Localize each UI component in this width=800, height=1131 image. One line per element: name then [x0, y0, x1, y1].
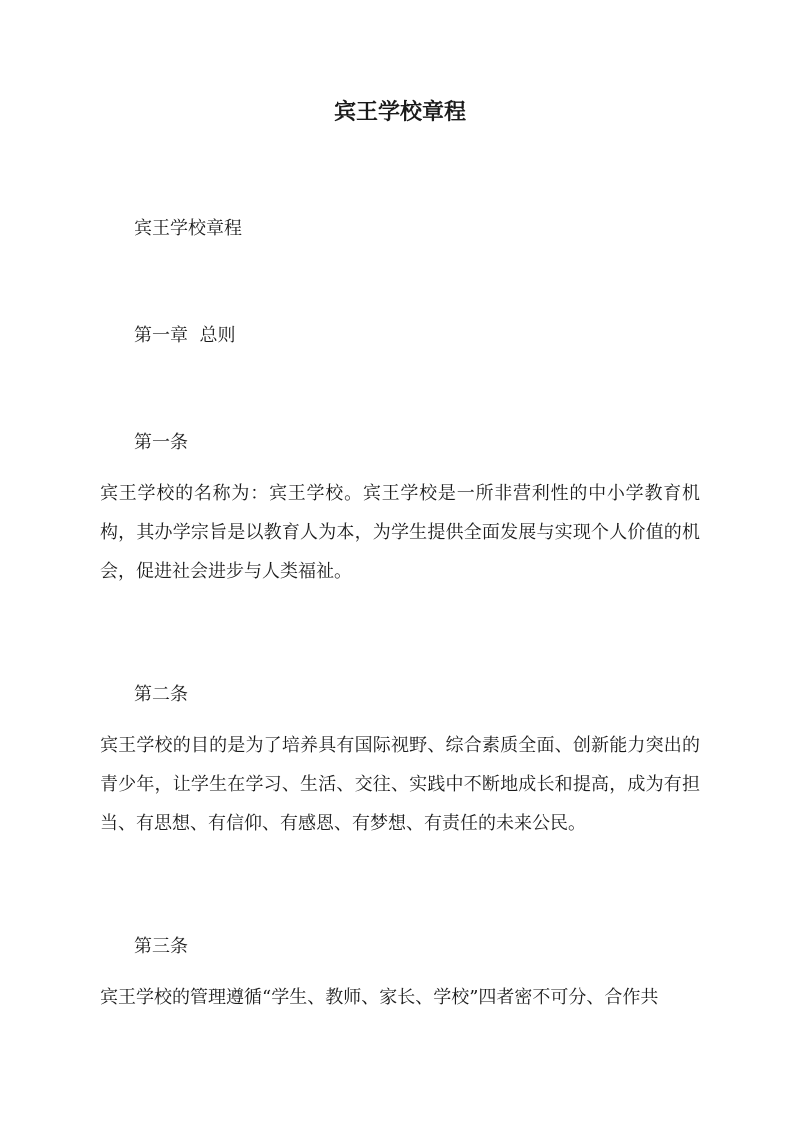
article-3-heading: 第三条 — [134, 936, 188, 957]
article-1-heading: 第一条 — [134, 432, 188, 453]
chapter-heading: 第一章 总则 — [134, 325, 236, 346]
article-2-heading: 第二条 — [134, 684, 188, 705]
article-1-body: 宾王学校的名称为：宾王学校。宾王学校是一所非营利性的中小学教育机构，其办学宗旨是以教育人为本，为学生提供全面发展与实现个人价值的机会，促进社会进步与人类福祉。 — [100, 483, 700, 582]
document-subtitle: 宾王学校章程 — [134, 218, 242, 239]
article-3-body: 宾王学校的管理遵循“学生、教师、家长、学校”四者密不可分、合作共 — [100, 987, 659, 1008]
article-2-body: 宾王学校的目的是为了培养具有国际视野、综合素质全面、创新能力突出的青少年，让学生在学习、生活、交往、实践中不断地成长和提高，成为有担当、有思想、有信仰、有感恩、有梦想、有责任的未来公民。 — [100, 735, 700, 834]
document-title: 宾王学校章程 — [333, 99, 466, 125]
